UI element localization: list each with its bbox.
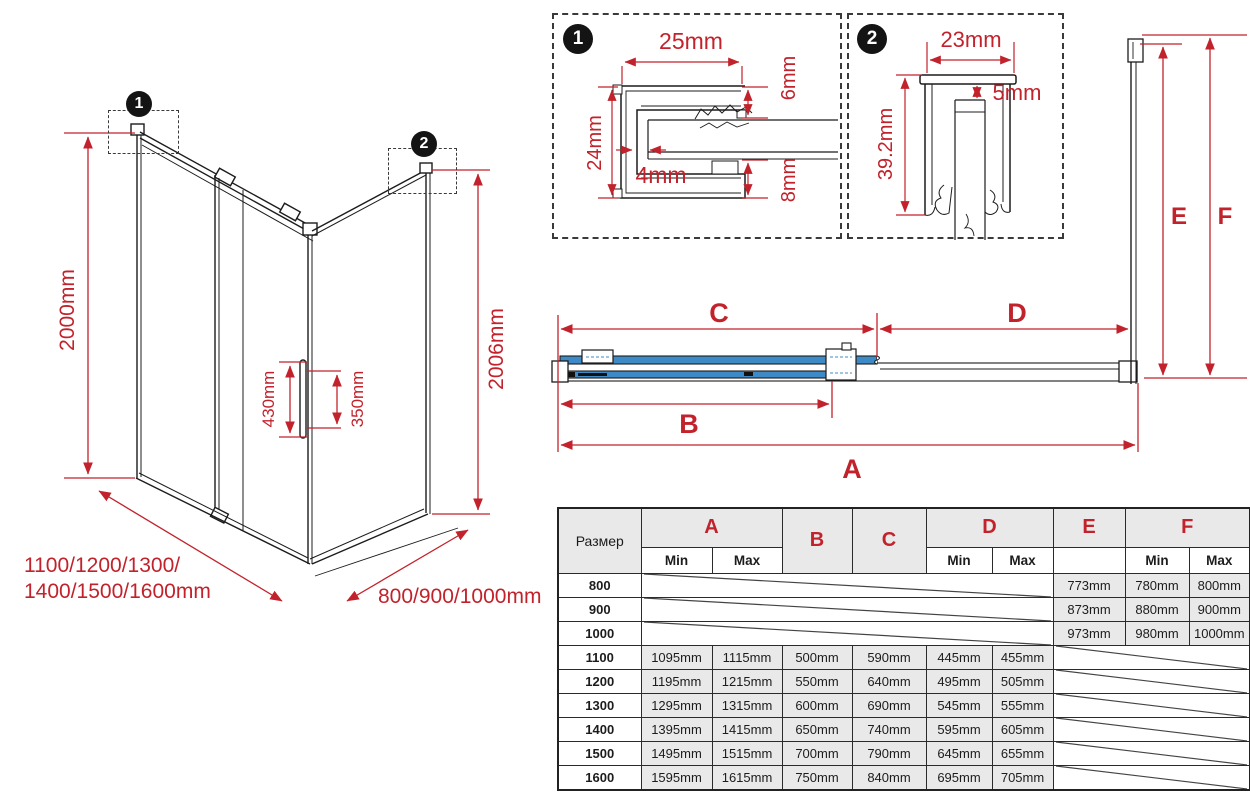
size-header-cell: Размер [558, 508, 641, 573]
marker2-badge [411, 131, 437, 157]
cell-d-min: 445mm [926, 645, 992, 669]
col-header-c: C [852, 508, 926, 573]
cell-a-max: 1115mm [712, 645, 782, 669]
side-options-label: 800/900/1000mm [378, 584, 542, 608]
table-row [558, 717, 1250, 741]
row-size: 800 [558, 573, 641, 597]
table-row [558, 693, 1250, 717]
cell-d-max: 655mm [992, 741, 1053, 765]
cell-a-max: 1615mm [712, 765, 782, 790]
width-options-line1: 1100/1200/1300/ [24, 553, 181, 577]
table-row [558, 741, 1250, 765]
table-row [558, 621, 1250, 645]
cell-d-min: 695mm [926, 765, 992, 790]
marker1-badge [126, 91, 152, 117]
table-row [558, 645, 1250, 669]
col-header-e: E [1053, 508, 1125, 547]
na-cells [1053, 741, 1250, 765]
plan-dim-b-label: B [679, 408, 699, 439]
cell-b: 600mm [782, 693, 852, 717]
detail2-glass-gap-label: 5mm [992, 80, 1042, 105]
width-options-line2: 1400/1500/1600mm [24, 579, 211, 603]
elevation-dim-f-label: F [1217, 203, 1233, 230]
cell-a-min: 1395mm [641, 717, 712, 741]
detail2-number: 2 [866, 28, 878, 49]
plan-dimensions [558, 313, 1138, 452]
cell-d-min: 595mm [926, 717, 992, 741]
row-size: 1000 [558, 621, 641, 645]
cell-d-min: 545mm [926, 693, 992, 717]
na-cells [1053, 645, 1250, 669]
detail1-badge [563, 24, 593, 54]
na-cells [1053, 765, 1250, 790]
row-size: 1500 [558, 741, 641, 765]
marker2-number: 2 [419, 135, 429, 152]
plan-dim-d-label: D [1007, 297, 1027, 328]
cell-d-max: 705mm [992, 765, 1053, 790]
row-size: 1400 [558, 717, 641, 741]
cell-a-min: 1095mm [641, 645, 712, 669]
plan-dim-a-label: A [842, 453, 862, 484]
col-header-a: A [641, 508, 782, 547]
side-panel-elevation [1128, 39, 1143, 384]
cell-f-max: 1000mm [1189, 621, 1250, 645]
dim-label-height-right: 2006mm [484, 308, 508, 390]
dim-label-handle-spacing: 350mm [347, 370, 367, 428]
cell-a-max: 1415mm [712, 717, 782, 741]
cell-d-max: 455mm [992, 645, 1053, 669]
cell-d-min: 495mm [926, 669, 992, 693]
detail1-top-offset-label: 6mm [778, 55, 800, 101]
cell-d-max: 555mm [992, 693, 1053, 717]
detail2-width-label: 23mm [940, 27, 1002, 52]
detail1-height-label: 24mm [584, 115, 606, 171]
table-row [558, 669, 1250, 693]
cell-c: 790mm [852, 741, 926, 765]
d-min-header: Min [926, 547, 992, 573]
table-row [558, 765, 1250, 790]
cell-a-min: 1495mm [641, 741, 712, 765]
a-min-header: Min [641, 547, 712, 573]
d-max-header: Max [992, 547, 1053, 573]
na-cells [1053, 693, 1250, 717]
cell-b: 550mm [782, 669, 852, 693]
elevation-dim-e-label: E [1170, 203, 1187, 230]
cell-b: 700mm [782, 741, 852, 765]
detail2-height-label: 39.2mm [875, 107, 897, 181]
cell-f-min: 880mm [1125, 597, 1189, 621]
cell-a-max: 1515mm [712, 741, 782, 765]
cell-a-min: 1595mm [641, 765, 712, 790]
cell-d-min: 645mm [926, 741, 992, 765]
cell-e: 873mm [1053, 597, 1125, 621]
size-table [557, 507, 1250, 791]
detail1-number: 1 [572, 28, 584, 49]
cell-b: 650mm [782, 717, 852, 741]
na-cells [641, 597, 1053, 621]
cell-d-max: 505mm [992, 669, 1053, 693]
col-header-f: F [1125, 508, 1250, 547]
marker1-number: 1 [134, 95, 144, 112]
row-size: 900 [558, 597, 641, 621]
cell-e: 973mm [1053, 621, 1125, 645]
dim-label-height-left: 2000mm [55, 269, 79, 351]
cell-f-min: 780mm [1125, 573, 1189, 597]
cell-c: 690mm [852, 693, 926, 717]
detail1-bottom-offset-label: 8mm [778, 157, 800, 203]
cell-c: 740mm [852, 717, 926, 741]
row-size: 1100 [558, 645, 641, 669]
f-min-header: Min [1125, 547, 1189, 573]
cell-c: 840mm [852, 765, 926, 790]
dim-label-handle-height: 430mm [258, 370, 278, 428]
col-header-d: D [926, 508, 1053, 547]
cell-c: 590mm [852, 645, 926, 669]
cell-e: 773mm [1053, 573, 1125, 597]
cell-c: 640mm [852, 669, 926, 693]
cell-a-min: 1195mm [641, 669, 712, 693]
e-subheader-empty [1053, 547, 1125, 573]
table-row [558, 573, 1250, 597]
na-cells [1053, 669, 1250, 693]
plan-dim-c-label: C [709, 297, 729, 328]
marker1-callout-box [108, 110, 179, 154]
f-max-header: Max [1189, 547, 1250, 573]
cell-f-max: 800mm [1189, 573, 1250, 597]
detail2-badge [857, 24, 887, 54]
detail1-gap-label: 4mm [635, 161, 687, 188]
na-cells [641, 573, 1053, 597]
col-header-b: B [782, 508, 852, 573]
cell-a-max: 1215mm [712, 669, 782, 693]
cell-f-min: 980mm [1125, 621, 1189, 645]
row-size: 1600 [558, 765, 641, 790]
row-size: 1300 [558, 693, 641, 717]
na-cells [1053, 717, 1250, 741]
row-size: 1200 [558, 669, 641, 693]
a-max-header: Max [712, 547, 782, 573]
cell-f-max: 900mm [1189, 597, 1250, 621]
cell-a-min: 1295mm [641, 693, 712, 717]
cell-b: 500mm [782, 645, 852, 669]
detail1-width-label: 25mm [659, 27, 723, 54]
table-row [558, 597, 1250, 621]
cell-d-max: 605mm [992, 717, 1053, 741]
plan-view [552, 343, 1137, 382]
cell-a-max: 1315mm [712, 693, 782, 717]
cell-b: 750mm [782, 765, 852, 790]
na-cells [641, 621, 1053, 645]
